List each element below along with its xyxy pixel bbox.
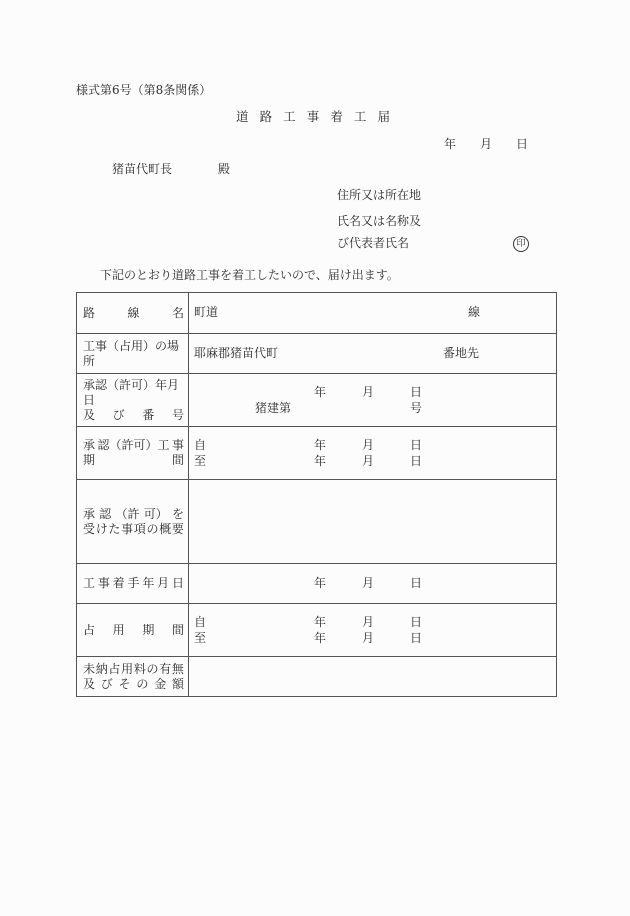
label-line: 承認（許可）年月日	[83, 377, 180, 407]
row-unpaid-fee	[77, 657, 557, 697]
label-char: を	[171, 506, 184, 521]
approval-number-suffix: 号	[410, 401, 423, 415]
route-name-field[interactable]	[189, 293, 557, 334]
label-char: 日	[171, 576, 184, 590]
title-char: 道	[236, 109, 249, 124]
label-char: 事	[121, 521, 134, 536]
label-char: 着	[112, 576, 125, 590]
seal-mark-icon	[513, 235, 529, 252]
from-day: 日	[410, 438, 423, 452]
label-char: 認	[99, 506, 112, 521]
addressee: 猪苗代町長	[112, 162, 173, 176]
occupancy-from: 自	[194, 615, 207, 629]
route-name-label	[77, 293, 189, 334]
label-char: 事	[171, 438, 184, 452]
title-char: 届	[377, 109, 390, 124]
row-route-name	[77, 293, 557, 334]
from-month: 月	[362, 438, 375, 452]
date-year: 年	[444, 137, 457, 151]
label-char: 名	[171, 305, 184, 320]
label-char: 手	[127, 576, 140, 590]
approved-period-label	[77, 427, 189, 480]
route-suffix: 線	[468, 305, 481, 319]
start-date-label	[77, 564, 189, 604]
row-approved-period	[77, 427, 557, 480]
date-month: 月	[480, 137, 493, 151]
label-char: 及	[83, 676, 96, 691]
approval-year: 年	[314, 385, 327, 399]
location-field[interactable]	[189, 334, 557, 374]
start-month: 月	[362, 576, 375, 590]
start-date-field[interactable]	[189, 564, 557, 604]
occ-from-year: 年	[314, 615, 327, 629]
approval-date-label	[77, 374, 189, 427]
label-char: 占	[108, 661, 121, 676]
to-month: 月	[362, 454, 375, 468]
row-start-date	[77, 564, 557, 604]
period-from: 自	[194, 438, 207, 452]
row-occupancy-period	[77, 604, 557, 657]
seal-text: 印	[513, 236, 529, 252]
location-label	[77, 334, 189, 374]
construction-start-form-table	[76, 292, 557, 697]
occupancy-period-label	[77, 604, 189, 657]
label-char: 無	[171, 661, 184, 676]
title-char: 路	[259, 109, 273, 124]
label-char: 認（許可）工	[97, 438, 170, 452]
label-char: 納	[95, 661, 108, 676]
approval-number-prefix: 猪建第	[255, 401, 292, 415]
label-char: 額	[171, 676, 184, 691]
occupancy-to: 至	[194, 631, 207, 645]
summary-field[interactable]	[189, 480, 557, 564]
label-char: の	[146, 661, 159, 676]
label-char: 期	[83, 453, 96, 467]
title-char: 着	[330, 109, 343, 124]
location-label-text: 工事（占用）の場所	[83, 338, 180, 368]
occ-to-year: 年	[314, 631, 327, 645]
label-char: 金	[154, 676, 167, 691]
label-char: 号	[171, 407, 184, 422]
label-char: 用	[112, 622, 125, 637]
unpaid-fee-field[interactable]	[189, 657, 557, 697]
label-char: 事	[97, 576, 110, 590]
label-char: 承	[83, 438, 96, 452]
row-location	[77, 334, 557, 374]
occ-from-month: 月	[362, 615, 375, 629]
label-char: 線	[127, 305, 140, 320]
title-char: 工	[283, 109, 296, 124]
summary-label	[77, 480, 189, 564]
row-approval-date	[77, 374, 557, 427]
label-char: 承	[83, 506, 96, 521]
occ-from-day: 日	[410, 615, 423, 629]
label-char: 料	[133, 661, 146, 676]
label-char: び	[112, 407, 125, 422]
label-char: 工	[83, 576, 96, 590]
title-char: 工	[353, 109, 367, 124]
label-char: 期	[142, 622, 155, 637]
label-char: そ	[118, 676, 131, 691]
address-label: 住所又は所在地	[337, 188, 422, 202]
location-suffix: 番地先	[443, 346, 480, 360]
intro-text: 下記のとおり道路工事を着工したいので、届け出ます。	[100, 268, 399, 282]
label-char: 概	[159, 521, 172, 536]
label-char: 用	[121, 661, 134, 676]
label-char: 路	[83, 305, 96, 320]
label-char: 要	[171, 521, 184, 536]
label-char: 及	[83, 407, 96, 422]
form-number: 様式第6号（第8条関係）	[76, 83, 212, 97]
location-prefix: 耶麻郡猪苗代町	[194, 346, 279, 360]
approval-day: 日	[410, 385, 423, 399]
approved-period-field[interactable]	[189, 427, 557, 480]
start-year: 年	[314, 576, 327, 590]
label-char: け	[95, 521, 108, 536]
label-char: た	[108, 521, 121, 536]
occ-to-month: 月	[362, 631, 375, 645]
label-char: 未	[83, 661, 96, 676]
label-char: 間	[171, 453, 184, 467]
start-day: 日	[410, 576, 423, 590]
label-char: の	[146, 521, 159, 536]
label-char: び	[100, 676, 113, 691]
label-char: 受	[83, 521, 96, 536]
document-title	[236, 110, 390, 124]
to-day: 日	[410, 454, 423, 468]
route-prefix: 町道	[194, 305, 219, 319]
occ-to-day: 日	[410, 631, 423, 645]
label-char: 有	[159, 661, 172, 676]
label-char: 項	[133, 521, 146, 536]
honorific: 殿	[218, 162, 231, 176]
name-label-line1: 氏名又は名称及	[337, 214, 422, 228]
label-char: 番	[142, 407, 155, 422]
label-char: 占	[83, 622, 96, 637]
label-char: （許	[115, 506, 140, 521]
period-to: 至	[194, 454, 207, 468]
name-label-line2: び代表者氏名	[337, 236, 410, 250]
to-year: 年	[314, 454, 327, 468]
label-char: 間	[171, 622, 184, 637]
occupancy-period-field[interactable]	[189, 604, 557, 657]
date-day: 日	[516, 137, 529, 151]
label-char: 年	[142, 576, 155, 590]
label-char: 月	[157, 576, 170, 590]
title-char: 事	[306, 109, 320, 124]
from-year: 年	[314, 438, 327, 452]
approval-date-field[interactable]	[189, 374, 557, 427]
label-char: の	[136, 676, 149, 691]
approval-month: 月	[362, 385, 375, 399]
row-summary	[77, 480, 557, 564]
unpaid-fee-label	[77, 657, 189, 697]
label-char: 可）	[143, 506, 168, 521]
